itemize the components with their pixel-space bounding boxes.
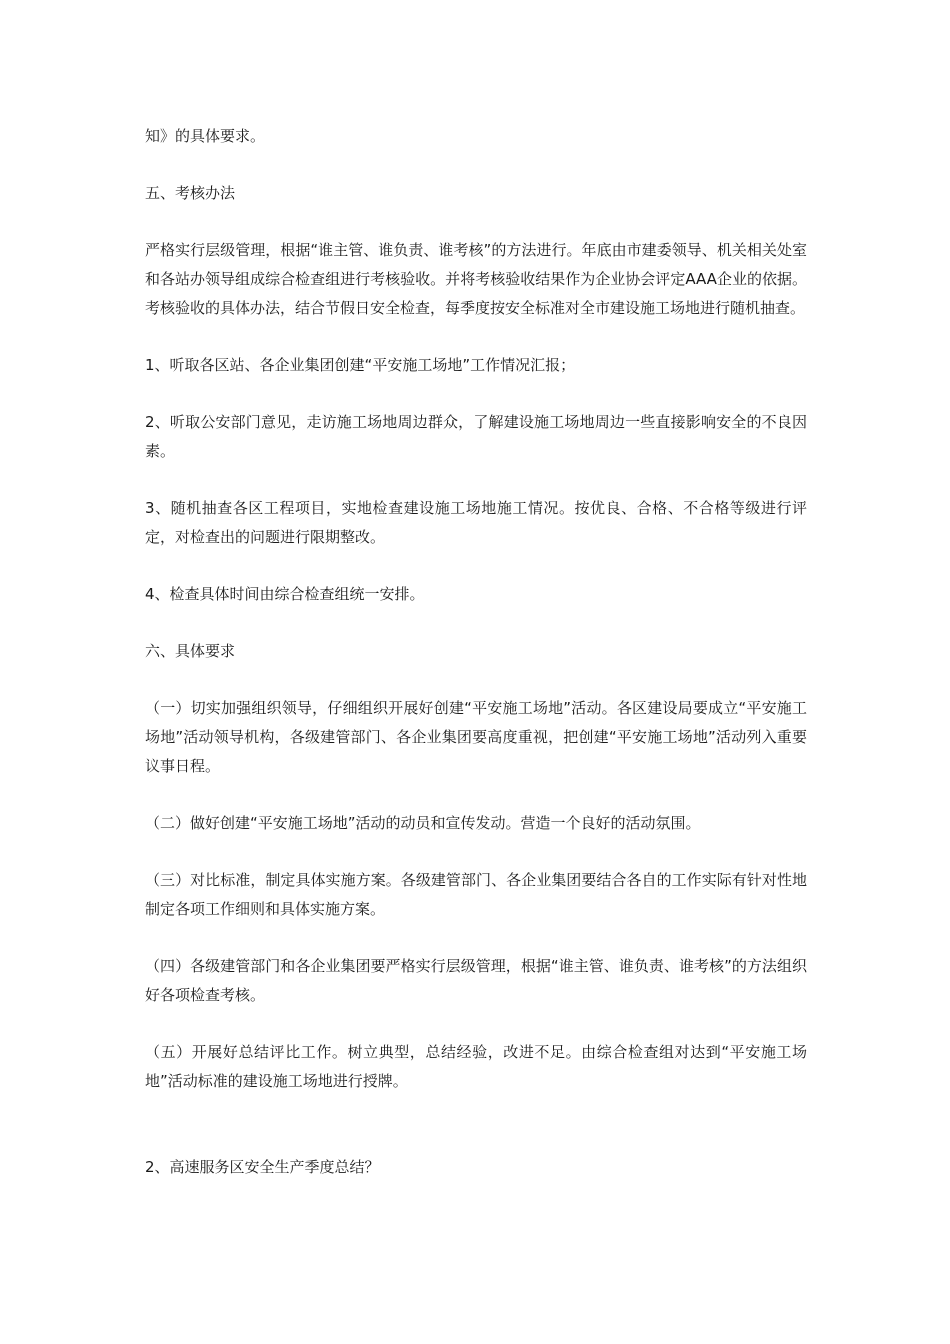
requirement-2: （二）做好创建“平安施工场地”活动的动员和宣传发动。营造一个良好的活动氛围。	[145, 814, 701, 832]
section-heading-assessment: 五、考核办法	[145, 184, 236, 202]
paragraph-assessment-method: 严格实行层级管理，根据“谁主管、谁负责、谁考核”的方法进行。年底由市建委领导、机关相关处室和各站办领导组成综合检查组进行考核验收。并将考核验收结果作为企业协会评定AAA企业的依据。考核验收的具体办法，结合节假日安全检查，每季度按安全标准对全市建设施工场地进行随机抽查。	[145, 241, 807, 317]
document-body	[145, 122, 807, 1182]
list-item-1: 1、听取各区站、各企业集团创建“平安施工场地”工作情况汇报；	[145, 356, 576, 374]
section-heading-requirements: 六、具体要求	[145, 642, 236, 660]
list-item-2: 2、听取公安部门意见，走访施工场地周边群众，了解建设施工场地周边一些直接影响安全的不良因素。	[145, 413, 807, 460]
list-item-4: 4、检查具体时间由综合检查组统一安排。	[145, 585, 425, 603]
paragraph-continuation: 知》的具体要求。	[145, 127, 266, 145]
requirement-1: （一）切实加强组织领导，仔细组织开展好创建“平安施工场地”活动。各区建设局要成立“平安施工场地”活动领导机构，各级建管部门、各企业集团要高度重视，把创建“平安施工场地”活动列入重要议事日程。	[145, 699, 807, 775]
requirement-5: （五）开展好总结评比工作。树立典型，总结经验，改进不足。由综合检查组对达到“平安施工场地”活动标准的建设施工场地进行授牌。	[145, 1043, 807, 1090]
requirement-3: （三）对比标准，制定具体实施方案。各级建管部门、各企业集团要结合各自的工作实际有针对性地制定各项工作细则和具体实施方案。	[145, 871, 807, 918]
list-item-3: 3、随机抽查各区工程项目，实地检查建设施工场地施工情况。按优良、合格、不合格等级进行评定，对检查出的问题进行限期整改。	[145, 499, 807, 546]
next-section-title: 2、高速服务区安全生产季度总结？	[145, 1158, 380, 1176]
requirement-4: （四）各级建管部门和各企业集团要严格实行层级管理，根据“谁主管、谁负责、谁考核”的方法组织好各项检查考核。	[145, 957, 807, 1004]
